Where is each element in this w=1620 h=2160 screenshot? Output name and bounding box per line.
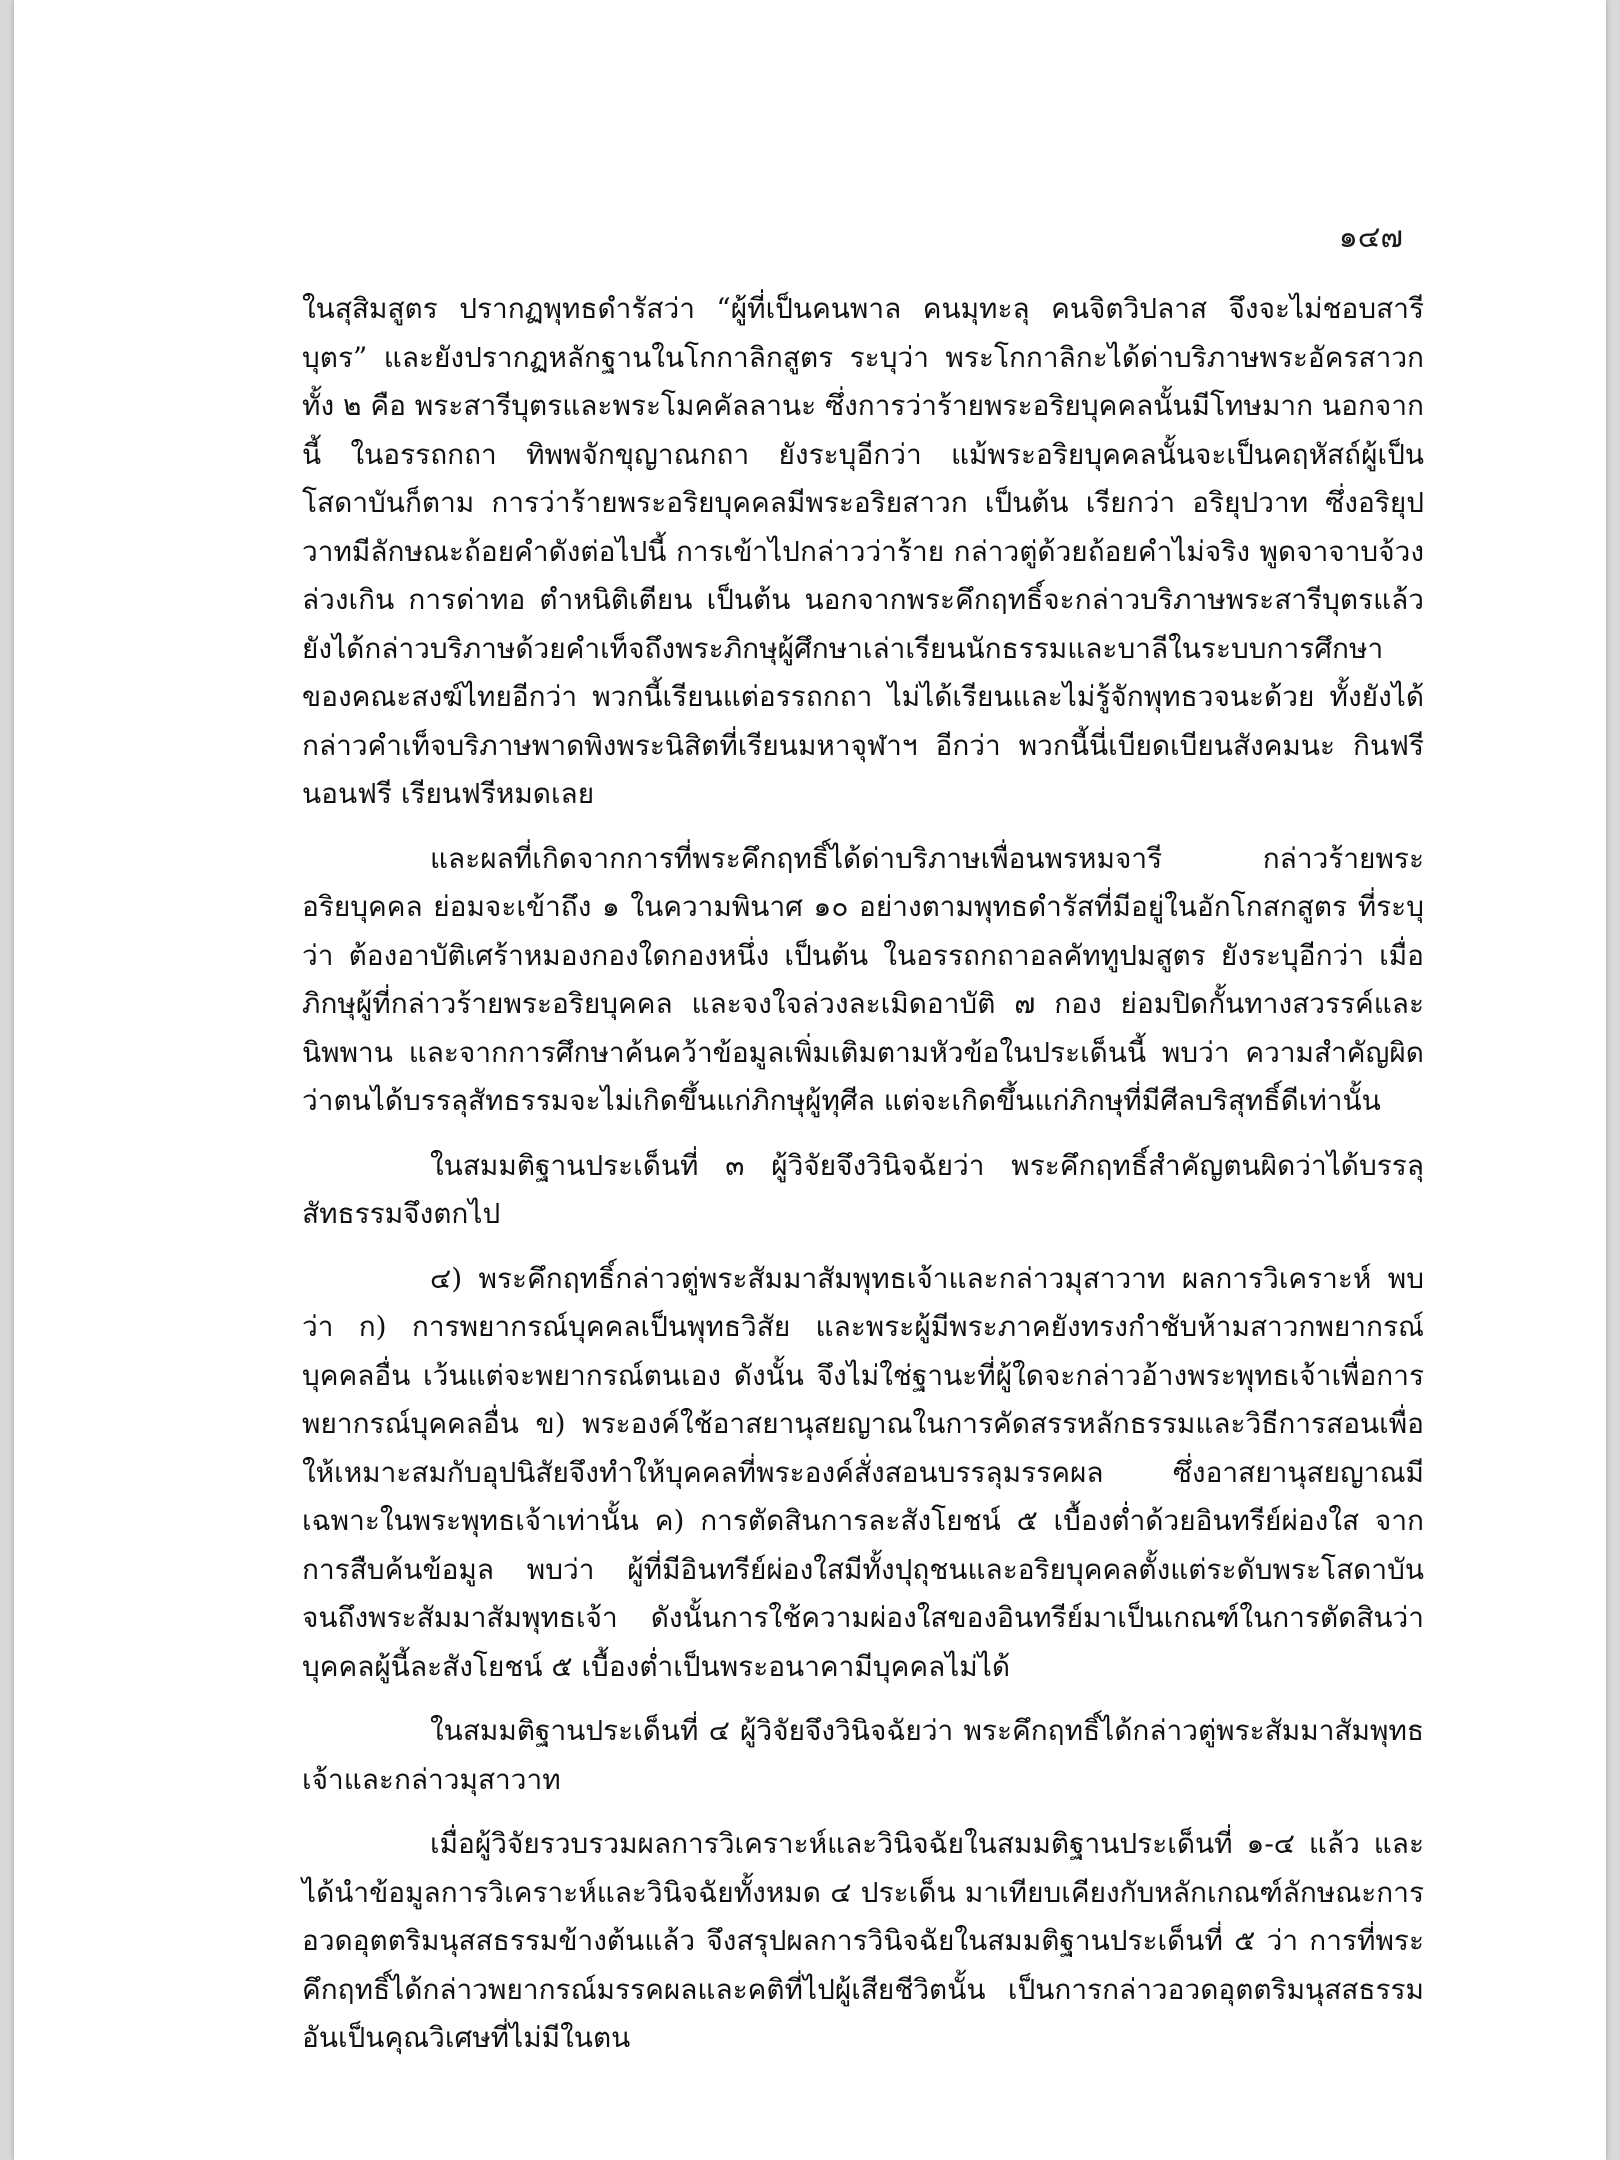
paragraph-6: เมื่อผู้วิจัยรวบรวมผลการวิเคราะห์และวินิจฉัยในสมมติฐานประเด็นที่ ๑-๔ แล้ว และได้นำข้อมูลการวิเคราะห์และวินิจฉัยทั้งหมด ๔ ประเด็น มาเทียบเคียงกับหลักเกณฑ์ลักษณะการอวดอุตตริมนุสสธรรมข้างต้นแล้ว จึงสรุปผลการวินิจฉัยในสมมติฐานประเด็นที่ ๕ ว่า การที่พระคึกฤทธิ์ได้กล่าวพยากรณ์มรรคผลและคติที่ไปผู้เสียชีวิตนั้น เป็นการกล่าวอวดอุตตริมนุสสธรรมอันเป็นคุณวิเศษที่ไม่มีในตน [302,1827,1424,2054]
paragraph-1: ในสุสิมสูตร ปรากฏพุทธดำรัสว่า “ผู้ที่เป็นคนพาล คนมุทะลุ คนจิตวิปลาส จึงจะไม่ชอบสารีบุตร” และยังปรากฏหลักฐานในโกกาลิกสูตร ระบุว่า พระโกกาลิกะได้ด่าบริภาษพระอัครสาวกทั้ง ๒ คือ พระสารีบุตรและพระโมคคัลลานะ ซึ่งการว่าร้ายพระอริยบุคคลนั้นมีโทษมาก นอกจากนี้ ในอรรถกถา ทิพพจักขุญาณกถา ยังระบุอีกว่า แม้พระอริยบุคคลนั้นจะเป็นคฤหัสถ์ผู้เป็นโสดาบันก็ตาม การว่าร้ายพระอริยบุคคลมีพระอริยสาวก เป็นต้น เรียกว่า อริยุปวาท ซึ่งอริยุปวาทมีลักษณะถ้อยคำดังต่อไปนี้ การเข้าไปกล่าวว่าร้าย กล่าวตู่ด้วยถ้อยคำไม่จริง พูดจาจาบจ้วงล่วงเกิน การด่าทอ ตำหนิติเตียน เป็นต้น นอกจากพระคึกฤทธิ์จะกล่าวบริภาษพระสารีบุตรแล้ว ยังได้กล่าวบริภาษด้วยคำเท็จถึงพระภิกษุผู้ศึกษาเล่าเรียนนักธรรมและบาลีในระบบการศึกษาของคณะสงฆ์ไทยอีกว่า พวกนี้เรียนแต่อรรถกถา ไม่ได้เรียนและไม่รู้จักพุทธวจนะด้วย ทั้งยังได้กล่าวคำเท็จบริภาษพาดพิงพระนิสิตที่เรียนมหาจุฬาฯ อีกว่า พวกนี้นี่เบียดเบียนสังคมนะ กินฟรี นอนฟรี เรียนฟรีหมดเลย [302,292,1424,810]
paragraph-3: ในสมมติฐานประเด็นที่ ๓ ผู้วิจัยจึงวินิจฉัยว่า พระคึกฤทธิ์สำคัญตนผิดว่าได้บรรลุสัทธรรมจึงตกไป [302,1148,1424,1230]
paragraph-5: ในสมมติฐานประเด็นที่ ๔ ผู้วิจัยจึงวินิจฉัยว่า พระคึกฤทธิ์ได้กล่าวตู่พระสัมมาสัมพุทธเจ้าและกล่าวมุสาวาท [302,1714,1424,1796]
page-number: ๑๔๗ [1338,220,1403,255]
paragraph-2: และผลที่เกิดจากการที่พระคึกฤทธิ์ได้ด่าบริภาษเพื่อนพรหมจารี กล่าวร้ายพระอริยบุคคล ย่อมจะเข้าถึง ๑ ในความพินาศ ๑๐ อย่างตามพุทธดำรัสที่มีอยู่ในอักโกสกสูตร ที่ระบุว่า ต้องอาบัติเศร้าหมองกองใดกองหนึ่ง เป็นต้น ในอรรถกถาอลคัททูปมสูตร ยังระบุอีกว่า เมื่อภิกษุผู้ที่กล่าวร้ายพระอริยบุคคล และจงใจล่วงละเมิดอาบัติ ๗ กอง ย่อมปิดกั้นทางสวรรค์และนิพพาน และจากการศึกษาค้นคว้าข้อมูลเพิ่มเติมตามหัวข้อในประเด็นนี้ พบว่า ความสำคัญผิดว่าตนได้บรรลุสัทธรรมจะไม่เกิดขึ้นแก่ภิกษุผู้ทุศีล แต่จะเกิดขึ้นแก่ภิกษุที่มีศีลบริสุทธิ์ดีเท่านั้น [302,841,1424,1117]
paragraph-4: ๔) พระคึกฤทธิ์กล่าวตู่พระสัมมาสัมพุทธเจ้าและกล่าวมุสาวาท ผลการวิเคราะห์ พบว่า ก) การพยากรณ์บุคคลเป็นพุทธวิสัย และพระผู้มีพระภาคยังทรงกำชับห้ามสาวกพยากรณ์บุคคลอื่น เว้นแต่จะพยากรณ์ตนเอง ดังนั้น จึงไม่ใช่ฐานะที่ผู้ใดจะกล่าวอ้างพระพุทธเจ้าเพื่อการพยากรณ์บุคคลอื่น ข) พระองค์ใช้อาสยานุสยญาณในการคัดสรรหลักธรรมและวิธีการสอนเพื่อให้เหมาะสมกับอุปนิสัยจึงทำให้บุคคลที่พระองค์สั่งสอนบรรลุมรรคผล ซึ่งอาสยานุสยญาณมีเฉพาะในพระพุทธเจ้าเท่านั้น ค) การตัดสินการละสังโยชน์ ๕ เบื้องต่ำด้วยอินทรีย์ผ่องใส จากการสืบค้นข้อมูล พบว่า ผู้ที่มีอินทรีย์ผ่องใสมีทั้งปุถุชนและอริยบุคคลตั้งแต่ระดับพระโสดาบันจนถึงพระสัมมาสัมพุทธเจ้า ดังนั้นการใช้ความผ่องใสของอินทรีย์มาเป็นเกณฑ์ในการตัดสินว่าบุคคลผู้นี้ละสังโยชน์ ๕ เบื้องต่ำเป็นพระอนาคามีบุคคลไม่ได้ [302,1261,1424,1683]
document-page [14,0,1606,2160]
document-body [302,285,1424,2079]
